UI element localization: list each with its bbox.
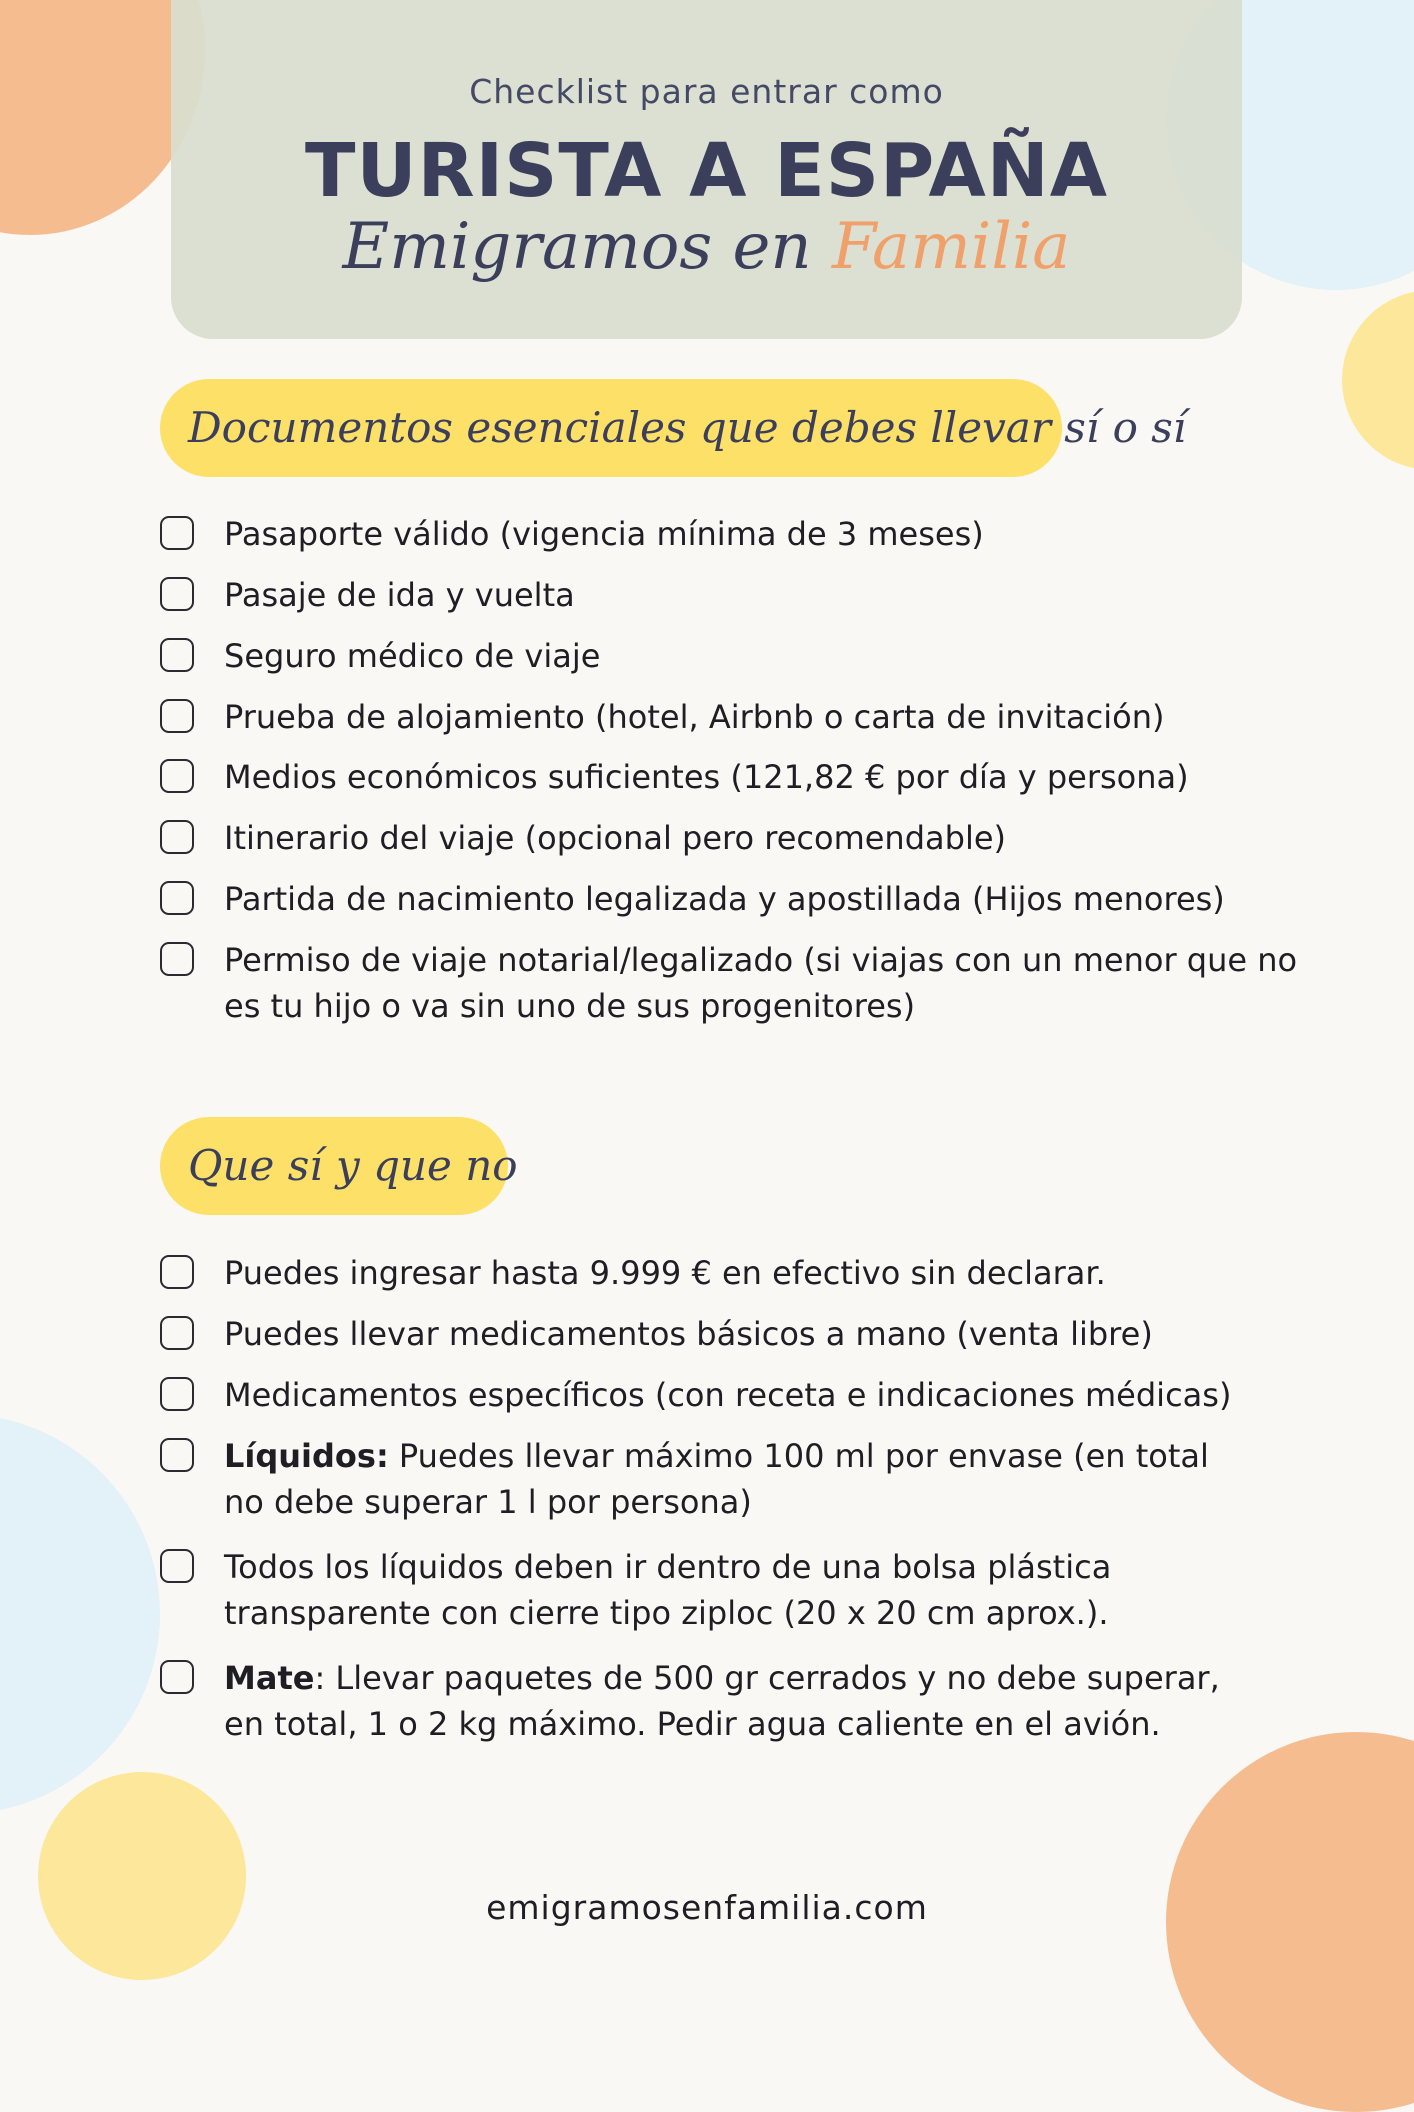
checklist-item-label: Seguro médico de viaje <box>224 637 601 675</box>
checklist-item <box>160 1250 1330 1296</box>
checklist-item <box>160 876 1330 922</box>
checklist-item <box>160 1433 1244 1525</box>
checklist-item <box>160 1544 1244 1636</box>
checklist-item-label: Puedes ingresar hasta 9.999 € en efectivo sin declarar. <box>224 1254 1106 1292</box>
checklist-rules <box>160 1250 1330 1762</box>
checklist-item <box>160 1372 1330 1418</box>
checklist-item-label: Medios económicos suficientes (121,82 € por día y persona) <box>224 758 1189 796</box>
checkbox[interactable] <box>160 759 194 793</box>
checkbox[interactable] <box>160 1255 194 1289</box>
brand-script-part1: Emigramos en <box>342 210 812 284</box>
checklist-item-label: Puedes llevar medicamentos básicos a mano (venta libre) <box>224 1315 1153 1353</box>
checklist-item-label: Itinerario del viaje (opcional pero recomendable) <box>224 819 1006 857</box>
checklist-item <box>160 511 1330 557</box>
checkbox[interactable] <box>160 942 194 976</box>
checklist-item <box>160 633 1330 679</box>
checklist-item-bold-label: Líquidos: <box>224 1437 389 1475</box>
decorative-circle-blue <box>0 1414 160 1814</box>
decorative-circle-yellow <box>1342 290 1414 470</box>
checklist-item-label: Todos los líquidos deben ir dentro de una bolsa plástica transparente con cierre tipo ziploc (20 x 20 cm aprox.). <box>224 1548 1112 1632</box>
brand-script-part2: Familia <box>831 210 1071 284</box>
checklist-item-label: : Llevar paquetes de 500 gr cerrados y no debe superar, en total, 1 o 2 kg máximo. Pedir agua caliente en el avión. <box>224 1659 1220 1743</box>
checklist-item <box>160 754 1330 800</box>
checkbox[interactable] <box>160 577 194 611</box>
checklist-item <box>160 694 1330 740</box>
checkbox[interactable] <box>160 1549 194 1583</box>
checklist-item <box>160 572 1330 618</box>
checklist-item-label: Permiso de viaje notarial/legalizado (si viajas con un menor que no es tu hijo o va sin uno de sus progenitores) <box>224 941 1298 1025</box>
pre-title: Checklist para entrar como <box>469 72 944 111</box>
checklist-item-label: Pasaporte válido (vigencia mínima de 3 meses) <box>224 515 984 553</box>
checkbox[interactable] <box>160 638 194 672</box>
checklist-item-label: Prueba de alojamiento (hotel, Airbnb o carta de invitación) <box>224 698 1165 736</box>
checklist-documents <box>160 511 1330 1044</box>
checkbox[interactable] <box>160 1660 194 1694</box>
checkbox[interactable] <box>160 516 194 550</box>
checklist-item <box>160 815 1330 861</box>
checklist-item-label: Puedes llevar máximo 100 ml por envase (en total no debe superar 1 l por persona) <box>224 1437 1209 1521</box>
checkbox[interactable] <box>160 699 194 733</box>
checklist-item-label: Partida de nacimiento legalizada y apostillada (Hijos menores) <box>224 880 1225 918</box>
checklist-item <box>160 937 1314 1029</box>
checklist-item <box>160 1655 1244 1747</box>
brand-script-title <box>171 210 1242 284</box>
decorative-circle-yellow <box>38 1772 246 1980</box>
footer-website: emigramosenfamilia.com <box>486 1888 928 1927</box>
checklist-item-label: Pasaje de ida y vuelta <box>224 576 575 614</box>
checkbox[interactable] <box>160 881 194 915</box>
checkbox[interactable] <box>160 1377 194 1411</box>
header-banner <box>171 0 1242 339</box>
checkbox[interactable] <box>160 1316 194 1350</box>
checklist-item-bold-label: Mate <box>224 1659 315 1697</box>
page-title: TURISTA A ESPAÑA <box>305 128 1108 214</box>
checklist-item-label: Medicamentos específicos (con receta e indicaciones médicas) <box>224 1376 1232 1414</box>
checkbox[interactable] <box>160 1438 194 1472</box>
section-heading-rules: Que sí y que no <box>160 1117 508 1215</box>
checkbox[interactable] <box>160 820 194 854</box>
checklist-item <box>160 1311 1330 1357</box>
section-heading-documents: Documentos esenciales que debes llevar sí o sí <box>160 379 1062 477</box>
